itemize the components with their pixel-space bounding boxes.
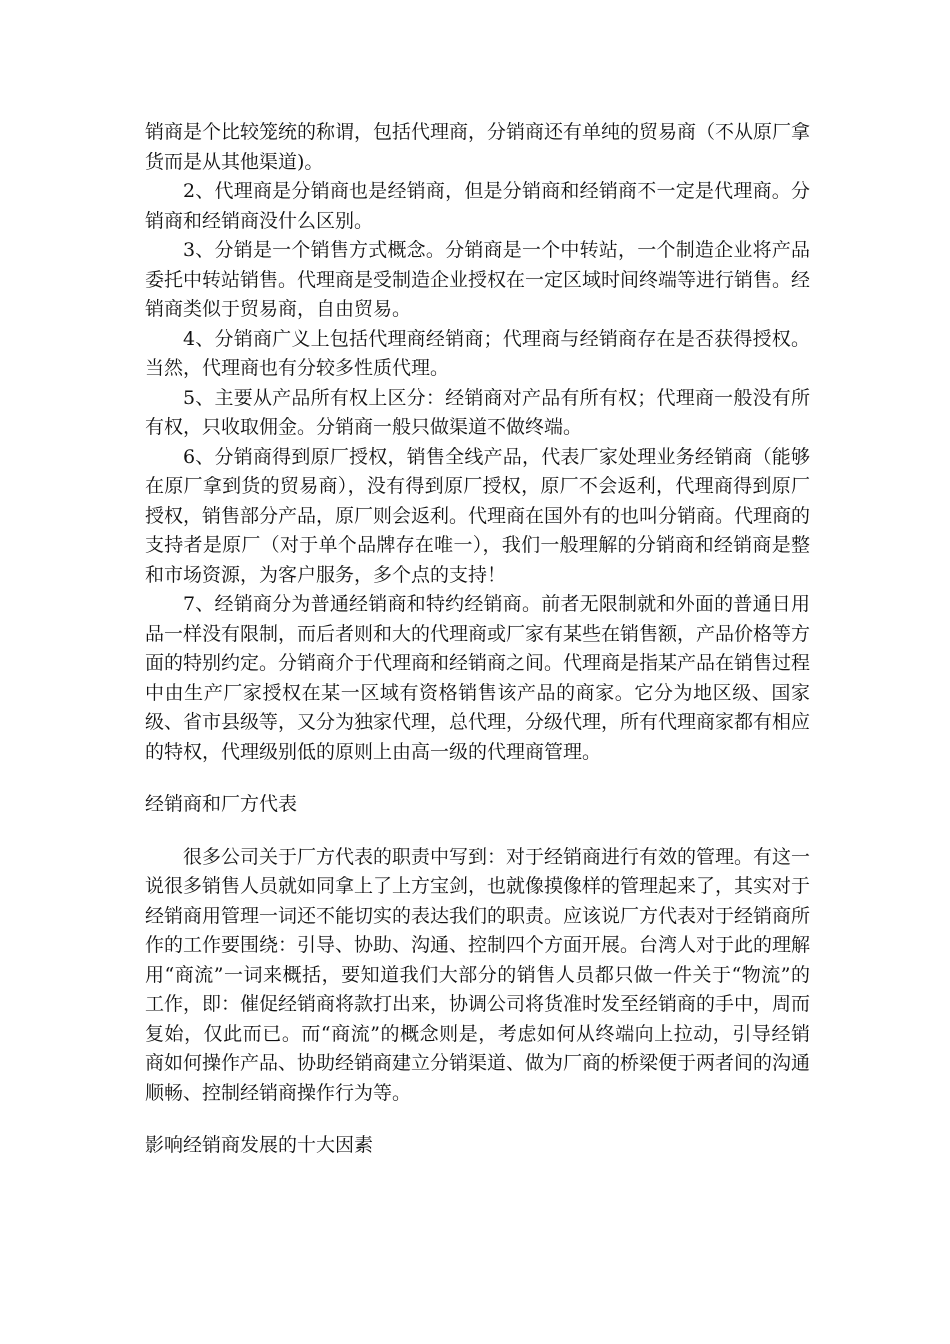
document-body xyxy=(145,118,810,1161)
section-heading-dealer-and-rep: 经销商和厂方代表 xyxy=(145,793,298,815)
list-item-3: 3、分销是一个销售方式概念。分销商是一个中转站，一个制造企业将产品委托中转站销售。代理商是受制造企业授权在一定区域时间终端等进行销售。经销商类似于贸易商，自由贸易。 xyxy=(145,239,811,320)
intro-paragraph: 销商是个比较笼统的称谓，包括代理商，分销商还有单纯的贸易商（不从原厂拿货而是从其他渠道)。 xyxy=(145,121,811,173)
list-item-4: 4、分销商广义上包括代理商经销商；代理商与经销商存在是否获得授权。当然，代理商也有分较多性质代理。 xyxy=(145,327,810,379)
section-paragraph-dealer-and-rep: 很多公司关于厂方代表的职责中写到：对于经销商进行有效的管理。有这一说很多销售人员就如同拿上了上方宝剑，也就像摸像样的管理起来了，其实对于经销商用管理一词还不能切实的表达我们的职责。应该说厂方代表对于经销商所作的工作要围绕：引导、协助、沟通、控制四个方面开展。台湾人对于此的理解用“商流”一词来概括，要知道我们大部分的销售人员都只做一件关于“物流”的工作，即：催促经销商将款打出来，协调公司将货准时发至经销商的手中，周而复始，仅此而已。而“商流”的概念则是，考虑如何从终端向上拉动，引导经销商如何操作产品、协助经销商建立分销渠道、做为厂商的桥梁便于两者间的沟通顺畅、控制经销商操作行为等。 xyxy=(145,845,811,1104)
list-item-5: 5、主要从产品所有权上区分：经销商对产品有所有权；代理商一般没有所有权，只收取佣金。分销商一般只做渠道不做终端。 xyxy=(145,386,810,438)
list-item-6: 6、分销商得到原厂授权，销售全线产品，代表厂家处理业务经销商（能够在原厂拿到货的贸易商），没有得到原厂授权，原厂不会返利，代理商得到原厂授权，销售部分产品，原厂则会返利。代理商在国外有的也叫分销商。代理商的支持者是原厂（对于单个品牌存在唯一），我们一般理解的分销商和经销商是整和市场资源，为客户服务，多个点的支持！ xyxy=(145,445,811,586)
section-heading-ten-factors: 影响经销商发展的十大因素 xyxy=(145,1134,374,1156)
list-item-2: 2、代理商是分销商也是经销商，但是分销商和经销商不一定是代理商。分销商和经销商没什么区别。 xyxy=(145,180,810,232)
list-item-7: 7、经销商分为普通经销商和特约经销商。前者无限制就和外面的普通日用品一样没有限制，而后者则和大的代理商或厂家有某些在销售额，产品价格等方面的特别约定。分销商介于代理商和经销商之间。代理商是指某产品在销售过程中由生产厂家授权在某一区域有资格销售该产品的商家。它分为地区级、国家级、省市县级等，又分为独家代理，总代理，分级代理，所有代理商家都有相应的特权，代理级别低的原则上由高一级的代理商管理。 xyxy=(145,593,811,763)
